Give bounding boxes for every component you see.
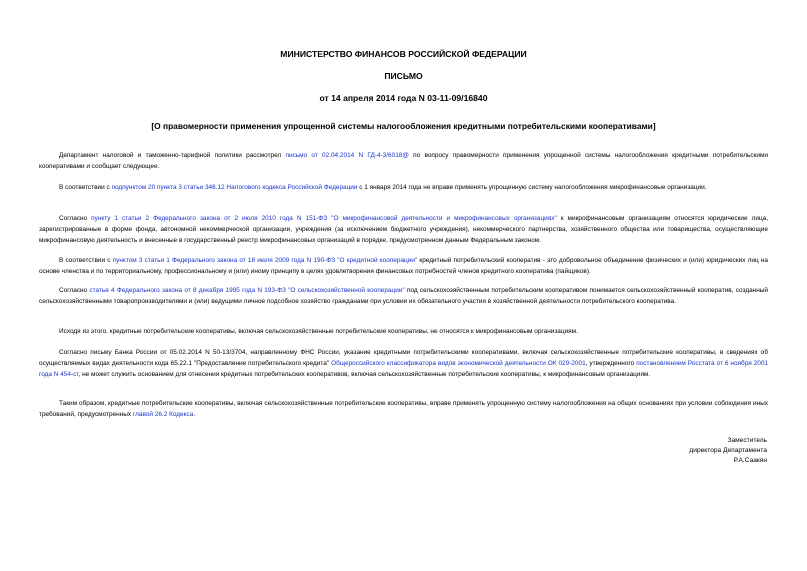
link-okved-classifier[interactable]: Общероссийского классификатора видов экономической деятельности ОК 029-2001 bbox=[331, 360, 586, 368]
link-letter-fns[interactable]: письмо от 02.04.2014 N ГД-4-3/6018@ bbox=[285, 152, 409, 159]
signature-position: директора Департамента bbox=[689, 447, 767, 454]
link-tax-code-article[interactable]: подпунктом 20 пункта 3 статьи 346.12 Налогового кодекса Российской Федерации bbox=[111, 184, 358, 191]
document-subject: [О правомерности применения упрощенной системы налогообложения кредитными потребительскими кооперативами] bbox=[151, 121, 656, 131]
paragraph-3: Согласно пункту 1 статьи 2 Федерального закона от 2 июля 2010 года N 151-ФЗ "О микрофинансовой деятельности и микрофинансовых организациях" к микрофинансовым организациям относятся юридические лица, зарегистрированные в форме фонда, автономной некоммерческой организации, учреждения (за исключением бюджетного учреждения), некоммерческого партнерства, хозяйственного общества или товарищества, осуществляющие микрофинансовую деятельность и внесенные в государственный реестр микрофинансовых организаций в порядке, предусмотренном данным Федеральным законом. bbox=[39, 215, 769, 245]
link-law-193fz[interactable]: статье 4 Федерального закона от 8 декабря 1995 года N 193-ФЗ "О сельскохозяйственной кооперации" bbox=[89, 287, 405, 294]
document-type: ПИСЬМО bbox=[384, 71, 423, 81]
signature-name: Р.А.Саакян bbox=[733, 457, 767, 464]
paragraph-2: В соответствии с подпунктом 20 пункта 3 статьи 346.12 Налогового кодекса Российской Федерации с 1 января 2014 года не вправе применять упрощенную систему налогообложения микрофинансовые организации. bbox=[59, 184, 707, 191]
link-law-190fz[interactable]: пунктом 3 статьи 1 Федерального закона от 18 июля 2009 года N 190-ФЗ "О кредитной кооперации" bbox=[112, 257, 418, 264]
paragraph-4: В соответствии с пунктом 3 статьи 1 Федерального закона от 18 июля 2009 года N 190-ФЗ "О кредитной кооперации" кредитный потребительский кооператив - это добровольное объединение физических и (или) юридических лиц на основе членства и по территориальному, профессиональному и (или) иному принципу в целях удовлетворения финансовых потребностей членов кредитного кооператива (пайщиков). bbox=[39, 257, 768, 276]
ministry-title: МИНИСТЕРСТВО ФИНАНСОВ РОССИЙСКОЙ ФЕДЕРАЦИИ bbox=[280, 49, 527, 59]
link-chapter-26-2[interactable]: главой 26.2 Кодекса bbox=[132, 411, 194, 419]
paragraph-5: Согласно статье 4 Федерального закона от 8 декабря 1995 года N 193-ФЗ "О сельскохозяйственной кооперации" под сельскохозяйственным потребительским кооперативом понимается сельскохозяйственный кооператив, созданный сельскохозяйственными товаропроизводителями и (или) ведущими личное подсобное хозяйство гражданами при условии их обязательного участия в хозяйственной деятельности потребительского кооператива. bbox=[39, 287, 769, 306]
paragraph-7: Согласно письму Банка России от 05.02.2014 N 50-13/3704, направленному ФНС России, указание кредитными потребительскими кооперативами, включая сельскохозяйственные потребительские кооперативы, в сведениях об осуществляемых видах деятельности кода 65.22.1 "Предоставление потребительского кредита" Общероссийского классификатора видов экономической деятельности ОК 029-2001, утвержденного постановлением Росстата от 6 ноября 2001 года N 454-ст, не может служить основанием для отнесения кредитных потребительских кооперативов, включая сельскохозяйственные потребительские кооперативы, к микрофинансовым организациям. bbox=[39, 349, 768, 379]
paragraph-1: Департамент налоговой и таможенно-тарифной политики рассмотрел письмо от 02.04.2014 N ГД-4-3/6018@ по вопросу правомерности применения упрощенной системы налогообложения кредитными потребительскими кооперативами и сообщает следующее. bbox=[39, 152, 768, 171]
paragraph-6: Исходя из этого, кредитные потребительские кооперативы, включая сельскохозяйственные потребительские кооперативы, не относятся к микрофинансовым организациям. bbox=[59, 328, 578, 335]
document-date-number: от 14 апреля 2014 года N 03-11-09/16840 bbox=[319, 93, 488, 103]
link-rosstat-resolution[interactable]: постановлением Росстата от 6 ноября 2001 года N 454-ст bbox=[39, 360, 768, 379]
paragraph-8: Таким образом, кредитные потребительские кооперативы, включая сельскохозяйственные потребительские кооперативы, вправе применять упрощенную систему налогообложения на общих основаниях при условии соблюдения иных требований, предусмотренных главой 26.2 Кодекса. bbox=[39, 400, 768, 419]
signature-title: Заместитель bbox=[727, 437, 767, 444]
link-law-151fz[interactable]: пункту 1 статьи 2 Федерального закона от 2 июля 2010 года N 151-ФЗ "О микрофинансовой деятельности и микрофинансовых организациях" bbox=[91, 215, 557, 222]
